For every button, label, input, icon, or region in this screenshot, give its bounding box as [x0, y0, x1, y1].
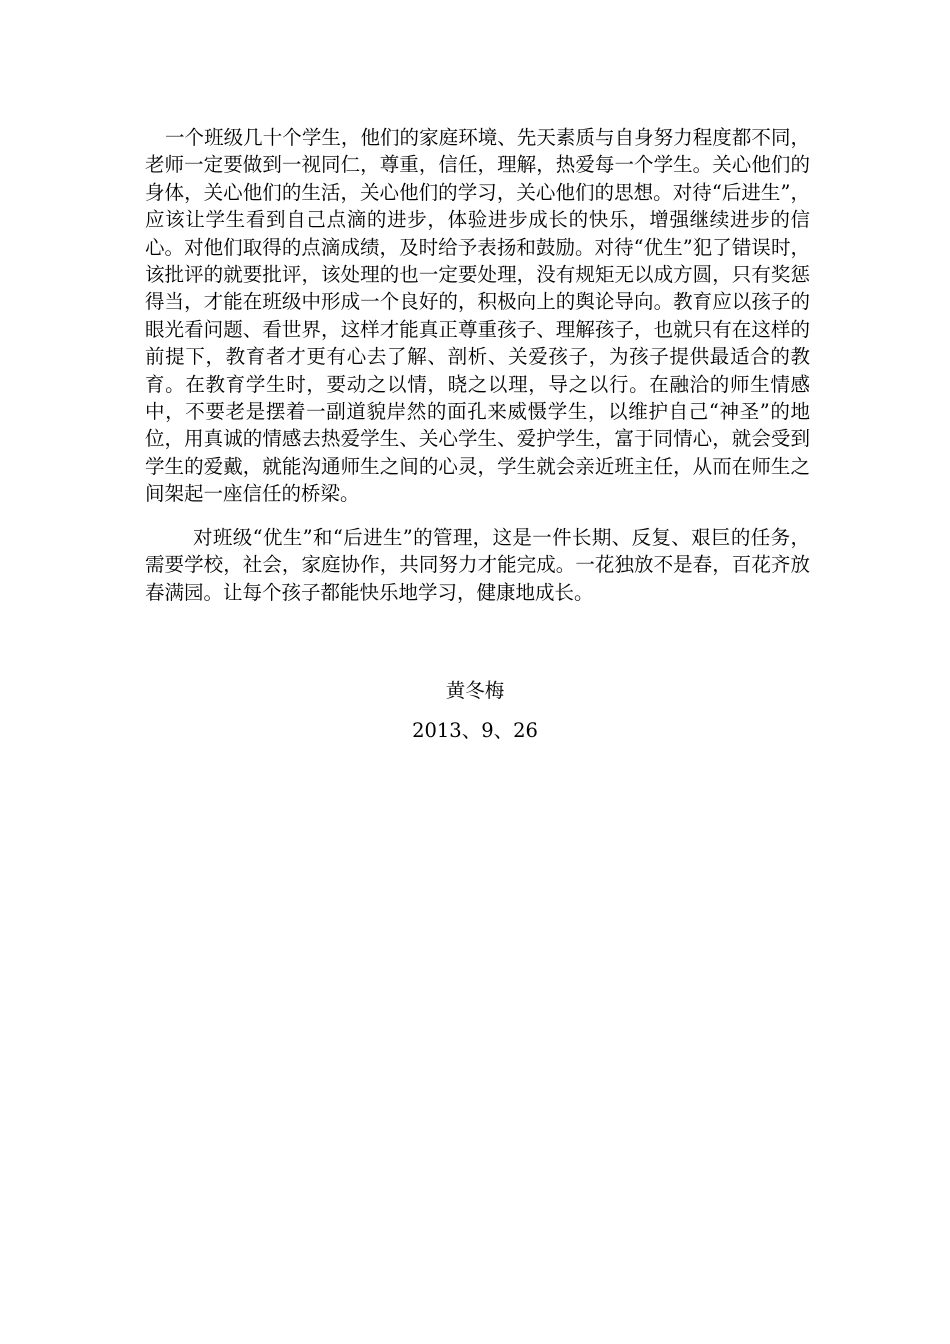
- document-body: [145, 124, 810, 606]
- author-name: 黄冬梅: [445, 679, 505, 702]
- signature-date: 2013、9、26: [412, 719, 538, 742]
- paragraph-2: 对班级“优生”和“后进生”的管理，这是一件长期、反复、艰巨的任务，需要学校，社会，家庭协作，共同努力才能完成。一花独放不是春，百花齐放春满园。让每个孩子都能快乐地学习，健康地成长。: [145, 525, 810, 604]
- paragraph-1: 一个班级几十个学生，他们的家庭环境、先天素质与自身努力程度都不同，老师一定要做到一视同仁，尊重，信任，理解，热爱每一个学生。关心他们的身体，关心他们的生活，关心他们的学习，关心他们的思想。对待“后进生”，应该让学生看到自己点滴的进步，体验进步成长的快乐，增强继续进步的信心。对他们取得的点滴成绩，及时给予表扬和鼓励。对待“优生”犯了错误时，该批评的就要批评，该处理的也一定要处理，没有规矩无以成方圆，只有奖惩得当，才能在班级中形成一个良好的，积极向上的舆论导向。教育应以孩子的眼光看问题、看世界，这样才能真正尊重孩子、理解孩子，也就只有在这样的前提下，教育者才更有心去了解、剖析、关爱孩子，为孩子提供最适合的教育。在教育学生时，要动之以情，晓之以理，导之以行。在融洽的师生情感中，不要老是摆着一副道貌岸然的面孔来威慑学生，以维护自己“神圣”的地位，用真诚的情感去热爱学生、关心学生、爱护学生，富于同情心，就会受到学生的爱戴，就能沟通师生之间的心灵，学生就会亲近班主任，从而在师生之间架起一座信任的桥梁。: [145, 126, 810, 506]
